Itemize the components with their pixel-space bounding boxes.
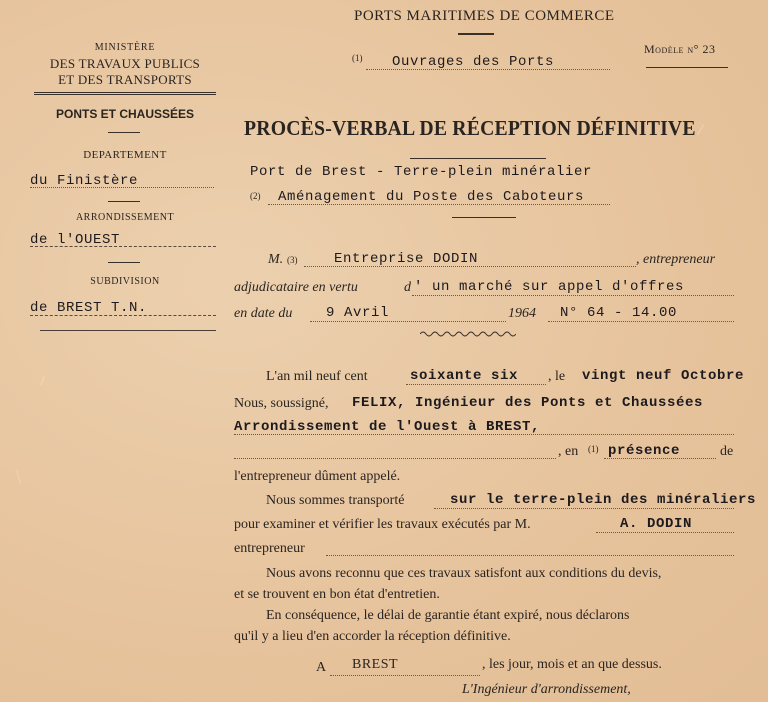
p1-name2-dotline: [234, 434, 734, 435]
ministere-line3: ET DES TRANSPORTS: [58, 72, 192, 87]
contract-entreprise-dotline: [304, 266, 636, 267]
contract-date-value: 9 Avril: [326, 305, 390, 321]
p1-text-a: L'an mil neuf cent: [266, 369, 368, 384]
sign-text-b: , les jour, mois et an que dessus.: [482, 657, 662, 672]
service-label: PONTS ET CHAUSSÉES: [55, 107, 195, 121]
ports-title-rule: [458, 33, 494, 35]
contract-entrepreneur-label: , entrepreneur: [636, 252, 716, 267]
paper-scuff-1: [40, 376, 44, 386]
p1-ref: (1): [588, 444, 599, 454]
ministere-line1: MINISTÈRE: [94, 42, 156, 53]
departement-field: du Finistère: [30, 173, 139, 189]
subject-rule: [452, 217, 516, 218]
p2-place: sur le terre-plein des minéraliers: [450, 492, 757, 508]
p1-text-c: Nous, soussigné,: [234, 396, 329, 411]
p2-text-a: Nous sommes transporté: [266, 493, 405, 508]
title-rule: [410, 158, 546, 159]
modele-rule: [646, 67, 728, 68]
contract-number: N° 64 - 14.00: [560, 305, 678, 321]
p1-date: vingt neuf Octobre: [582, 368, 745, 384]
arrondissement-field: de l'OUEST: [30, 232, 121, 248]
p1-presence: présence: [608, 443, 681, 459]
ouvrages-ref: (1): [352, 53, 363, 63]
p2-text-c: entrepreneur: [234, 541, 305, 556]
p1-de: de: [720, 444, 734, 459]
document-title: PROCÈS-VERBAL DE RÉCEPTION DÉFINITIVE: [244, 116, 696, 140]
p2-contractor-dotline: [596, 532, 734, 533]
sign-place: BREST: [352, 657, 399, 672]
contract-marche-type: ' un marché sur appel d'offres: [414, 279, 685, 295]
paper-scuff-3: [697, 125, 704, 136]
subdivision-field: de BREST T.N.: [30, 300, 148, 316]
p2-contractor: A. DODIN: [620, 516, 693, 532]
departement-rule: [108, 201, 140, 202]
subdivision-line: [30, 315, 216, 316]
p4-line2: qu'il y a lieu d'en accorder la réception définitive.: [234, 629, 511, 644]
p2-text-b: pour examiner et vérifier les travaux exécutés par M.: [234, 517, 531, 532]
p1-name: FELIX, Ingénieur des Ponts et Chaussées: [352, 395, 704, 411]
ouvrages-dotline: [366, 69, 610, 70]
departement-dotline: [30, 187, 214, 188]
p1-text-d: , en: [558, 444, 579, 459]
subject-line2: Aménagement du Poste des Caboteurs: [278, 189, 585, 205]
ministere-line2: DES TRAVAUX PUBLICS: [49, 56, 201, 71]
contract-ref3: (3): [287, 255, 298, 265]
p1-presence-dotline: [604, 458, 716, 459]
p2-entrepreneur-dotline: [326, 555, 734, 556]
service-rule: [108, 132, 140, 133]
contract-date-label: en date du: [234, 306, 293, 321]
subject-dotline: [268, 204, 610, 205]
p1-text-b: , le: [548, 369, 566, 384]
contract-adjudicataire-label: adjudicataire en vertu: [234, 280, 358, 295]
p1-year-dotline: [406, 384, 546, 385]
contract-marche-dotline: [412, 295, 734, 296]
contract-wavy-rule: [420, 330, 516, 338]
p3-line1: Nous avons reconnu que ces travaux satisfont aux conditions du devis,: [266, 566, 662, 581]
contract-d-prefix: d: [404, 280, 411, 295]
p3-line2: et se trouvent en bon état d'entretien.: [234, 587, 440, 602]
p2-place-dotline: [434, 508, 734, 509]
p1-year: soixante six: [410, 368, 519, 384]
ouvrages-field: Ouvrages des Ports: [392, 54, 555, 70]
contract-entreprise: Entreprise DODIN: [334, 251, 479, 267]
p1-text-e: l'entrepreneur dûment appelé.: [234, 469, 401, 484]
contract-m-label: M.: [268, 252, 284, 267]
subdivision-underline: [40, 330, 216, 331]
arrondissement-rule: [108, 262, 140, 263]
contract-year: 1964: [508, 306, 536, 321]
departement-label: DEPARTEMENT: [83, 149, 167, 161]
subject-line1: Port de Brest - Terre-plein minéralier: [250, 164, 593, 180]
sign-place-dotline: [330, 675, 480, 676]
contract-date-dotline: [310, 321, 506, 322]
p1-name2: Arrondissement de l'Ouest à BREST,: [234, 419, 541, 435]
ports-title: PORTS MARITIMES DE COMMERCE: [354, 8, 615, 24]
sign-a: A: [316, 660, 327, 675]
modele-number: Modèle n° 23: [644, 42, 716, 56]
p1-blank-dotline: [234, 458, 556, 459]
contract-number-dotline: [548, 321, 734, 322]
ministere-double-rule: [34, 92, 216, 95]
paper-scuff-2: [16, 470, 21, 484]
arrondissement-line: [30, 246, 216, 247]
arrondissement-label: ARRONDISSEMENT: [75, 212, 175, 223]
subject-ref2: (2): [250, 191, 261, 201]
p4-line1: En conséquence, le délai de garantie étant expiré, nous déclarons: [266, 608, 630, 623]
subdivision-label: SUBDIVISION: [90, 276, 160, 287]
signature-label: L'Ingénieur d'arrondissement,: [462, 682, 631, 697]
